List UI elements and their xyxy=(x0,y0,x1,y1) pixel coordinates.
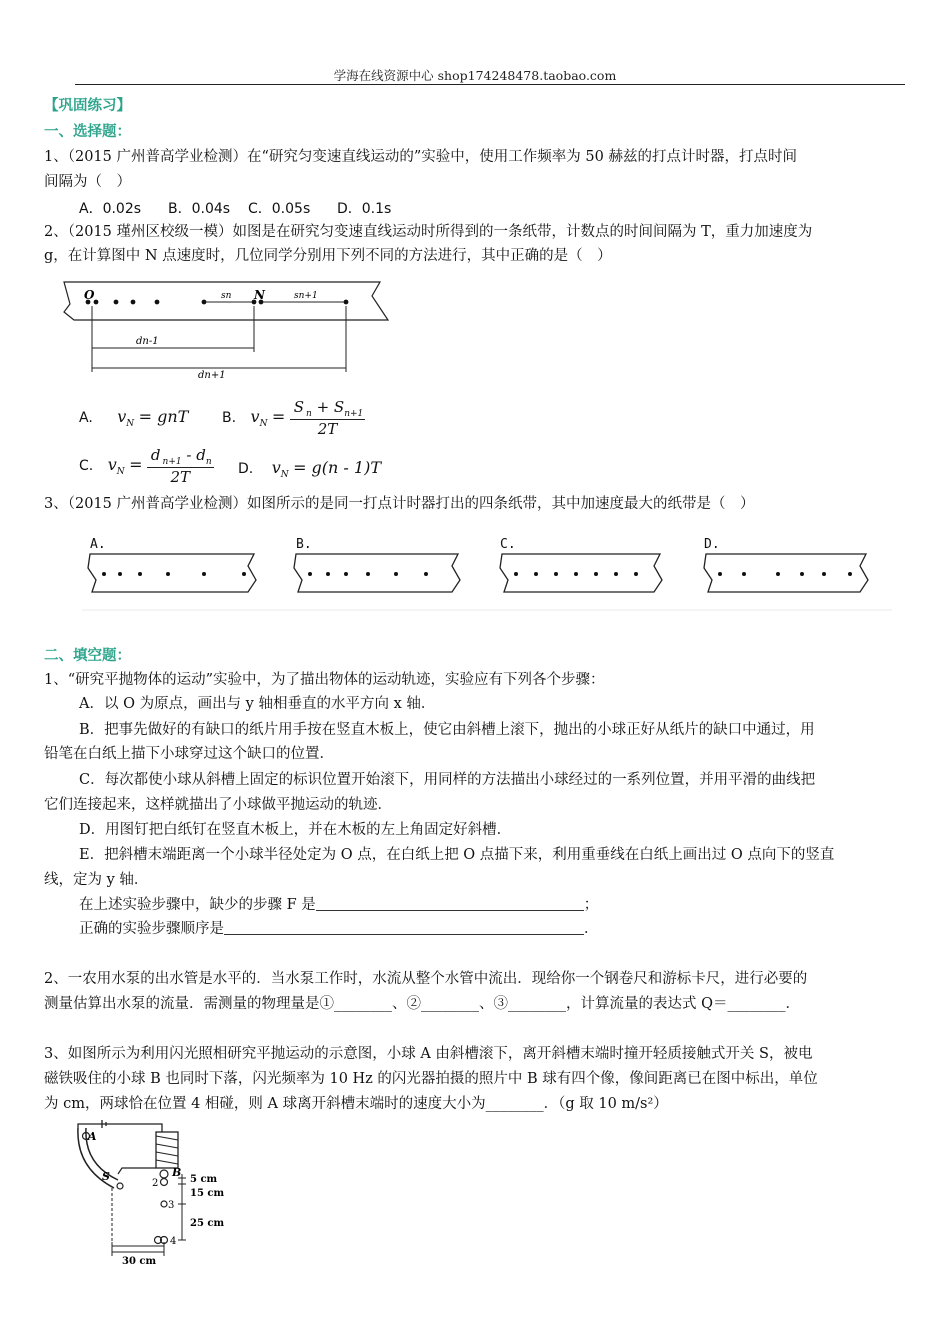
q2-option-a: A. $v_N$ = gnT xyxy=(79,407,189,429)
label-s: S xyxy=(102,1170,110,1183)
s2-q1-step-c1: C．每次都使小球从斜槽上固定的标识位置开始滚下，用同样的方法描出小球经过的一系列位置，并用平滑的曲线把 xyxy=(79,772,816,788)
answer-blank-f[interactable] xyxy=(316,896,584,911)
label-sn: sn xyxy=(221,291,232,301)
label-sn1: sn+1 xyxy=(294,291,318,301)
s2-q3-line2: 磁铁吸住的小球 B 也同时下落，闪光频率为 10 Hz 的闪光器拍摄的照片中 B 球有四个像，像间距离已在图中标出，单位 xyxy=(44,1071,818,1087)
s2-q1-step-e1: E．把斜槽末端距离一个小球半径处定为 O 点，在白纸上把 O 点描下来，利用重垂线在白纸上画出过 O 点向下的竖直 xyxy=(79,847,835,863)
s2-q3-line3: 为 cm，两球恰在位置 4 相碰，则 A 球离开斜槽末端时的速度大小为________．（g 取 10 m/s²） xyxy=(44,1096,668,1112)
s2-q1-step-f: 在上述实验步骤中，缺少的步骤 F 是 ； xyxy=(79,897,599,913)
s2-q1-step-e2: 线，定为 y 轴． xyxy=(44,872,149,888)
q2-option-b: B. $v_N$ = $\frac{S _n + S_{n+1}}{2T}$ xyxy=(222,398,364,438)
s2-q1-step-d: D．用图钉把白纸钉在竖直木板上，并在木板的左上角固定好斜槽． xyxy=(79,822,512,838)
label-n: N xyxy=(254,288,265,302)
tape-label-b: B. xyxy=(296,537,312,552)
q2-option-d: D. $v_N = g(n - 1)T$ xyxy=(238,458,382,480)
s2-q2-line2: 测量估算出水泵的流量．需测量的物理量是①________、②________、③________，计算流量的表达式 Q＝________． xyxy=(44,996,800,1012)
practice-heading: 【巩固练习】 xyxy=(44,98,131,114)
q3-tapes-figure xyxy=(78,532,898,614)
label-b: B xyxy=(172,1166,182,1179)
label-dn-1: dn-1 xyxy=(136,336,159,347)
q1-option-b: B．0.04s xyxy=(168,201,231,217)
label-p3: 3 xyxy=(168,1200,175,1211)
label-5cm: 5 cm xyxy=(190,1174,218,1185)
projectile-figure xyxy=(72,1118,252,1268)
tape-label-d: D. xyxy=(704,537,720,552)
s2-q1-step-b1: B．把事先做好的有缺口的纸片用手按在竖直木板上，使它由斜槽上滚下，抛出的小球正好从纸片的缺口中通过，用 xyxy=(79,722,815,738)
s2-q3-line1: 3、如图所示为利用闪光照相研究平抛运动的示意图，小球 A 由斜槽滚下，离开斜槽末端时撞开轻质接触式开关 S，被电 xyxy=(44,1046,813,1062)
tape-b xyxy=(294,554,460,592)
q1-option-a: A．0.02s xyxy=(79,201,142,217)
q1-line2: 间隔为（ ） xyxy=(44,174,131,190)
tape-d xyxy=(704,554,868,592)
tape-a xyxy=(88,554,256,592)
s2-q1-step-b2: 铅笔在白纸上描下小球穿过这个缺口的位置． xyxy=(44,746,334,762)
s2-q1-line1: 1、“研究平抛物体的运动”实验中，为了描出物体的运动轨迹，实验应有下列各个步骤： xyxy=(44,672,605,688)
header-rule xyxy=(75,84,905,85)
q3-line1: 3、（2015 广州普高学业检测）如图所示的是同一打点计时器打出的四条纸带，其中加速度最大的纸带是（ ） xyxy=(44,496,755,512)
q1-option-d: D．0.1s xyxy=(337,201,392,217)
label-p2: 2 xyxy=(152,1178,159,1189)
label-15cm: 15 cm xyxy=(190,1188,225,1199)
q2-line1: 2、（2015 瑾州区校级一模）如图是在研究匀变速直线运动时所得到的一条纸带，计数点的时间间隔为 T，重力加速度为 xyxy=(44,224,813,240)
s2-q1-step-a: A．以 O 为原点，画出与 y 轴相垂直的水平方向 x 轴． xyxy=(79,696,436,712)
s2-q1-order: 正确的实验步骤顺序是 ． xyxy=(79,921,599,937)
q2-option-c: C. $v_N$ = $\frac{d _{n+1} - d_n}{2T}$ xyxy=(79,446,212,486)
s2-q1-step-c2: 它们连接起来，这样就描出了小球做平抛运动的轨迹． xyxy=(44,797,392,813)
label-o: O xyxy=(84,288,95,302)
section2-title: 二、填空题： xyxy=(44,648,131,664)
label-25cm: 25 cm xyxy=(190,1218,225,1229)
answer-blank-order[interactable] xyxy=(224,920,584,935)
page-header: 学海在线资源中心 shop174248478.taobao.com xyxy=(333,68,617,83)
label-p4: 4 xyxy=(170,1236,177,1247)
tape-label-c: C. xyxy=(500,537,516,552)
tape-label-a: A. xyxy=(90,537,106,552)
section1-title: 一、选择题： xyxy=(44,124,131,140)
label-dn+1: dn+1 xyxy=(198,370,226,380)
s2-q2-line1: 2、一农用水泵的出水管是水平的．当水泵工作时，水流从整个水管中流出．现给你一个钢卷尺和游标卡尺，进行必要的 xyxy=(44,971,808,987)
q2-line2: g，在计算图中 N 点速度时，几位同学分别用下列不同的方法进行，其中正确的是（ ） xyxy=(44,248,612,264)
label-a: A xyxy=(88,1130,97,1143)
tape-c xyxy=(500,554,662,592)
label-30cm: 30 cm xyxy=(122,1256,157,1267)
q1-line1: 1、（2015 广州普高学业检测）在“研究匀变速直线运动的”实验中，使用工作频率为 50 赫兹的打点计时器，打点时间 xyxy=(44,149,797,165)
q1-option-c: C．0.05s xyxy=(248,201,311,217)
q2-tape-figure xyxy=(58,276,398,380)
